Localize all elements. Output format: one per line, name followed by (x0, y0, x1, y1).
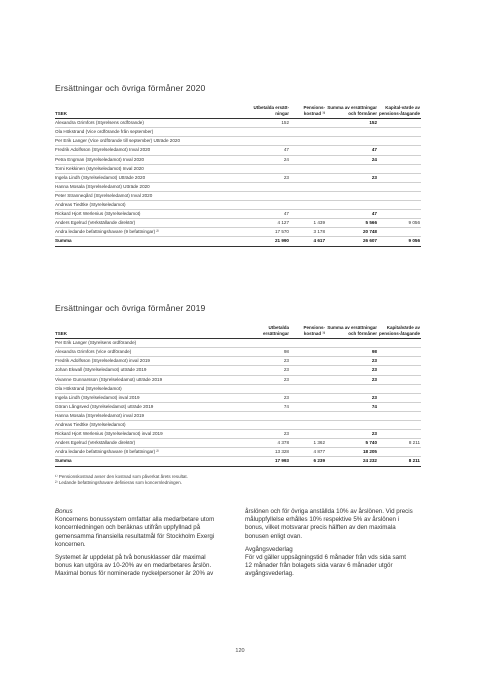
cell-value (290, 339, 326, 348)
cell-value (247, 339, 290, 348)
cell-value (378, 228, 421, 237)
cell-value (247, 137, 290, 146)
table-row (55, 155, 421, 164)
cell-value (290, 201, 326, 210)
cell-value (247, 201, 290, 210)
table-header-row (55, 105, 421, 119)
table-title-2019: Ersättningar och övriga förmåner 2019 (55, 303, 206, 313)
cell-value (326, 339, 378, 348)
table-title-2020: Ersättningar och övriga förmåner 2020 (55, 83, 206, 93)
cell-value: 23 (247, 430, 290, 439)
table-row (55, 201, 421, 210)
cell-value (290, 173, 326, 182)
cell-value (290, 155, 326, 164)
table-row (55, 228, 421, 237)
table-row (55, 439, 421, 448)
cell-value: 98 (247, 348, 290, 357)
table-row (55, 357, 421, 366)
cell-value: 1 439 (290, 219, 326, 228)
header-capital: Kapitalvärde av pensions-åtagande (378, 325, 421, 339)
cell-value (290, 393, 326, 402)
cell-name: Fredrik Adolfsson (Styrelseledamot) Inval 2020 (55, 146, 247, 155)
cell-value (378, 421, 421, 430)
compensation-table-2019 (55, 325, 421, 467)
cell-name: Anders Egelrud (Verkställande direktör) (55, 219, 247, 228)
cell-value (290, 210, 326, 219)
cell-value (378, 375, 421, 384)
header-tsek: TSEK (55, 105, 247, 119)
cell-value (290, 430, 326, 439)
cell-value: 13 328 (247, 448, 290, 457)
cell-value (290, 191, 326, 200)
cell-value (378, 146, 421, 155)
table-row (55, 348, 421, 357)
cell-name: Andra ledande befattningshavare (9 befattningar) ²⁾ (55, 228, 247, 237)
total-value: 8 211 (378, 457, 421, 466)
cell-value (378, 210, 421, 219)
cell-value (290, 119, 326, 128)
table-row (55, 411, 421, 420)
header-tsek: TSEK (55, 325, 247, 339)
table-row (55, 137, 421, 146)
cell-value: 47 (326, 210, 378, 219)
table-row (55, 219, 421, 228)
cell-value (326, 201, 378, 210)
cell-value (378, 164, 421, 173)
cell-value (290, 384, 326, 393)
table-row (55, 173, 421, 182)
table-total-row (55, 237, 421, 246)
cell-value: 23 (326, 366, 378, 375)
cell-value (378, 339, 421, 348)
cell-value: 18 205 (326, 448, 378, 457)
cell-value (326, 411, 378, 420)
total-value: 17 993 (247, 457, 290, 466)
total-value: 21 990 (247, 237, 290, 246)
cell-value: 47 (326, 146, 378, 155)
cell-value: 8 211 (378, 439, 421, 448)
cell-value: 9 056 (378, 219, 421, 228)
footnotes (55, 474, 188, 486)
cell-value (290, 182, 326, 191)
cell-value (378, 348, 421, 357)
cell-name: Petra Engman (Styrelseledamot) Inval 2020 (55, 155, 247, 164)
cell-value (378, 128, 421, 137)
cell-value (290, 146, 326, 155)
table-total-row (55, 457, 421, 466)
cell-value (378, 155, 421, 164)
bonus-paragraph-2: Systemet är uppdelat på två bonusklasser där maximal bonus kan utgöra av 10-20% av en medarbetares årslön. Maximal bonus för nominerade nyckelpersoner är 20% av (55, 554, 214, 578)
cell-value (326, 128, 378, 137)
table-row (55, 393, 421, 402)
section-2019 (55, 303, 421, 467)
cell-value: 23 (326, 430, 378, 439)
cell-value: 23 (247, 357, 290, 366)
total-value: 26 607 (326, 237, 378, 246)
header-paid: Utbetalda ersättningar (247, 325, 290, 339)
table-row (55, 191, 421, 200)
cell-name: Alexandra Grimfors (Vice ordförande) (55, 348, 247, 357)
cell-value (290, 164, 326, 173)
cell-value (290, 366, 326, 375)
cell-name: Ingela Lindh (Styrelseledamot) Utträde 2020 (55, 173, 247, 182)
table-row (55, 448, 421, 457)
cell-value (378, 173, 421, 182)
cell-value: 152 (326, 119, 378, 128)
cell-value: 5 566 (326, 219, 378, 228)
header-pension: Pensions-kostnad ¹⁾ (290, 105, 326, 119)
header-paid: Utbetalda ersätt-ningar (247, 105, 290, 119)
cell-value: 20 748 (326, 228, 378, 237)
severance-paragraph: För vd gäller uppsägningstid 6 månader från vds sida samt 12 månader från bolagets sida varav 6 månader utgör avgångsvederlag. (245, 554, 406, 578)
cell-value: 5 740 (326, 439, 378, 448)
total-label: Summa (55, 457, 247, 466)
total-value: 6 239 (290, 457, 326, 466)
cell-value (378, 191, 421, 200)
section-2020 (55, 83, 421, 247)
cell-value: 98 (326, 348, 378, 357)
cell-value (290, 357, 326, 366)
total-label: Summa (55, 237, 247, 246)
table-row (55, 339, 421, 348)
table-row (55, 210, 421, 219)
cell-value: 24 (326, 155, 378, 164)
cell-value (290, 411, 326, 420)
page-number: 120 (235, 648, 245, 654)
cell-value (326, 137, 378, 146)
cell-value (378, 137, 421, 146)
cell-value: 4 877 (290, 448, 326, 457)
cell-value (247, 384, 290, 393)
cell-value: 74 (247, 402, 290, 411)
table-row (55, 430, 421, 439)
table-row (55, 402, 421, 411)
cell-name: Ingela Lindh (Styrelseledamot) inval 2019 (55, 393, 247, 402)
cell-value: 47 (247, 146, 290, 155)
cell-name: Anders Egelrud (Verkställande direktör) (55, 439, 247, 448)
cell-value (247, 411, 290, 420)
table-row (55, 146, 421, 155)
cell-value: 4 378 (247, 439, 290, 448)
cell-value (378, 357, 421, 366)
cell-value: 23 (326, 393, 378, 402)
bonus-paragraph-3: årslönen och för övriga anställda 10% av årslönen. Vid precis måluppfyllelse erhålles 10% respektive 5% av årslönen i bonus, vilket motsvarar precis hälften av den maximala bonusen enligt ovan. (245, 508, 413, 540)
cell-value: 47 (247, 210, 290, 219)
cell-name: Ola Hökstrand (Styrelseledamot) (55, 384, 247, 393)
bonus-heading: Bonus (55, 508, 73, 515)
cell-value (378, 182, 421, 191)
cell-value (290, 348, 326, 357)
cell-value (378, 393, 421, 402)
footnote-2: ²⁾ Ledande befattningshavare definieras som koncernledningen. (55, 480, 182, 486)
table-row (55, 384, 421, 393)
table-header-row (55, 325, 421, 339)
cell-value (247, 182, 290, 191)
cell-value (247, 164, 290, 173)
cell-value (326, 164, 378, 173)
cell-value (378, 119, 421, 128)
cell-value: 24 (247, 155, 290, 164)
cell-name: Alexandra Grimfors (Styrelsens ordförande) (55, 119, 247, 128)
cell-name: Hanna Mosala (Styrelseledamot) Utträde 2020 (55, 182, 247, 191)
cell-value (290, 137, 326, 146)
cell-value: 17 570 (247, 228, 290, 237)
right-column (245, 508, 413, 584)
cell-name: Per Erik Langer (Styrelsens ordförande) (55, 339, 247, 348)
cell-value (378, 402, 421, 411)
cell-name: Rickard Hjort Werlenius (Styrelseledamot) (55, 210, 247, 219)
cell-value: 23 (247, 366, 290, 375)
cell-value: 23 (247, 375, 290, 384)
cell-value (247, 128, 290, 137)
table-row (55, 375, 421, 384)
cell-value (247, 421, 290, 430)
left-column (55, 508, 223, 584)
cell-name: Tomi Kekkinen (styrelseledamot) Inval 2020 (55, 164, 247, 173)
cell-value: 23 (326, 375, 378, 384)
table-row (55, 182, 421, 191)
cell-name: Hanna Mosala (Styrelseledamot) inval 2019 (55, 411, 247, 420)
footnote-1: ¹⁾ Pensionskostnad avser den kostnad som påverkat årets resultat. (55, 474, 188, 479)
table-row (55, 421, 421, 430)
cell-name: Ola Hökstrand (Vice ordförande från september) (55, 128, 247, 137)
compensation-table-2020 (55, 105, 421, 247)
cell-name: Andreas Tiedtke (Styrelseledamot) (55, 421, 247, 430)
cell-value: 23 (247, 173, 290, 182)
severance-heading: Avgångsvederlag (245, 545, 293, 553)
cell-value: 152 (247, 119, 290, 128)
cell-name: Johan Ekwall (Styrelseledamot) utträde 2019 (55, 366, 247, 375)
cell-name: Rickard Hjort Werlenius (Styrelseledamot) inval 2019 (55, 430, 247, 439)
cell-value (326, 421, 378, 430)
cell-name: Peter Stranneqård (Styrelseledamot) Inval 2020 (55, 191, 247, 200)
header-sum: Summa av ersättningar och förmåner (326, 105, 378, 119)
header-pension: Pensions-kostnad ¹⁾ (290, 325, 326, 339)
cell-name: Andra ledande befattningshavare (8 befattningar) ²⁾ (55, 448, 247, 457)
cell-value (290, 421, 326, 430)
total-value: 9 056 (378, 237, 421, 246)
cell-value (247, 191, 290, 200)
cell-value (378, 448, 421, 457)
header-sum: Summa av ersättningar och förmåner (326, 325, 378, 339)
table-row (55, 164, 421, 173)
cell-value: 23 (247, 393, 290, 402)
cell-value (378, 430, 421, 439)
cell-value (290, 402, 326, 411)
cell-value (326, 191, 378, 200)
total-value: 4 617 (290, 237, 326, 246)
cell-value: 23 (326, 357, 378, 366)
cell-name: Fredrik Adolfsson (Styrelseledamot) inval 2019 (55, 357, 247, 366)
cell-value: 4 127 (247, 219, 290, 228)
cell-name: Göran Långsved (Styrelseledamot) utträde 2019 (55, 402, 247, 411)
table-row (55, 366, 421, 375)
bonus-paragraph-1: Koncernens bonussystem omfattar alla medarbetare utom koncernledningen och beräknas utifrån uppfyllnad på gemensamma finansiella resultatmål för Stockholm Exergi koncernen. (55, 516, 215, 548)
cell-value: 74 (326, 402, 378, 411)
cell-value (378, 384, 421, 393)
cell-value (290, 128, 326, 137)
table-row (55, 128, 421, 137)
total-value: 24 232 (326, 457, 378, 466)
cell-value (378, 366, 421, 375)
cell-value: 1 362 (290, 439, 326, 448)
cell-value: 23 (326, 173, 378, 182)
cell-value (290, 375, 326, 384)
table-row (55, 119, 421, 128)
cell-name: Vivanne Gunnarsson (Styrelseledamot) utträde 2019 (55, 375, 247, 384)
cell-name: Andreas Tiedtke (Styrelseledamot) (55, 201, 247, 210)
cell-name: Per Erik Langer (Vice ordförande till september) Utträde 2020 (55, 137, 247, 146)
cell-value: 3 178 (290, 228, 326, 237)
cell-value (326, 384, 378, 393)
cell-value (326, 182, 378, 191)
cell-value (378, 201, 421, 210)
cell-value (378, 411, 421, 420)
header-capital: Kapital-värde av pensions-åtagande (378, 105, 421, 119)
